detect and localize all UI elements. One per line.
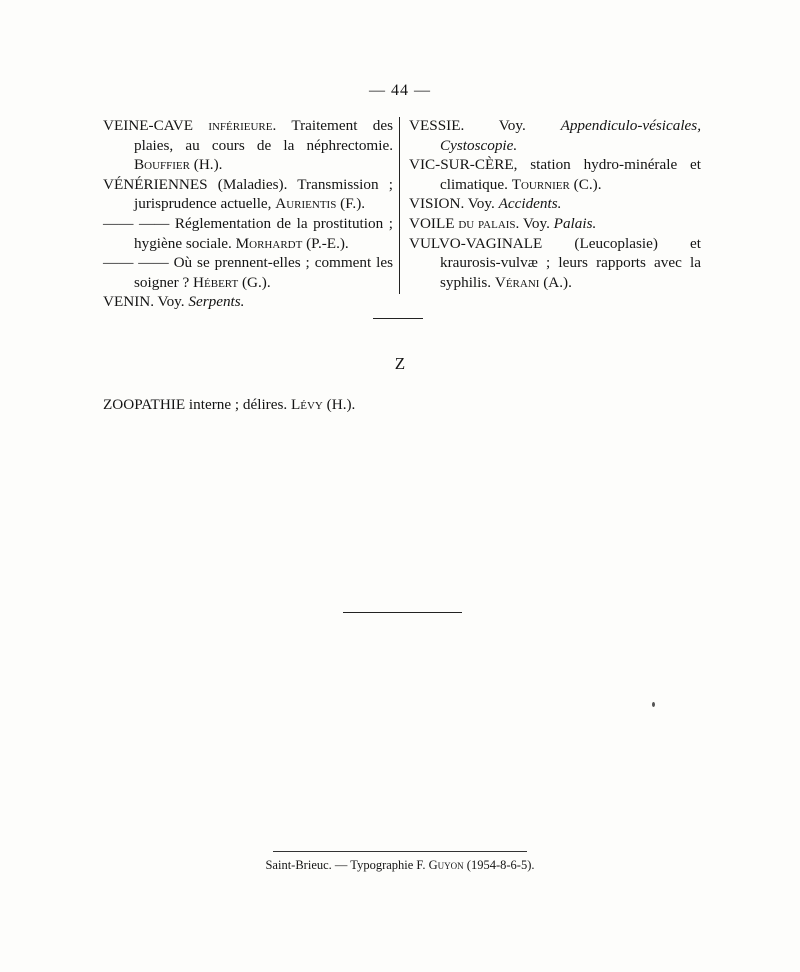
imprint-rule	[273, 851, 527, 852]
end-rule	[343, 612, 462, 613]
cross-reference: Accidents.	[498, 195, 562, 213]
section-separator-rule	[373, 318, 423, 319]
entry-text: VISION. Voy.	[409, 195, 499, 213]
cross-reference: Serpents.	[188, 293, 245, 311]
entry-text: VESSIE. Voy.	[409, 117, 561, 134]
index-column-right	[409, 116, 701, 292]
index-entry	[409, 194, 701, 214]
index-entry	[409, 116, 701, 155]
index-entry	[409, 155, 701, 194]
index-entry-zoopathie	[103, 396, 355, 414]
entry-text: (H.).	[189, 156, 223, 174]
page-number: — 44 —	[369, 82, 431, 99]
entry-text: VEINE-CAVE	[103, 117, 209, 134]
cross-reference: Palais.	[553, 214, 597, 232]
entry-text: VOILE	[409, 214, 459, 232]
author-name: Vérani	[494, 273, 540, 291]
author-name: Tournier	[511, 175, 570, 193]
index-entry	[103, 214, 393, 253]
index-entry	[103, 253, 393, 292]
entry-text: (F.).	[336, 195, 366, 213]
section-letter: Z	[394, 354, 406, 373]
author-name: inférieure	[208, 117, 273, 134]
index-entry	[409, 214, 701, 234]
index-entry	[103, 175, 393, 214]
entry-text: —— —— Où se prennent-elles ; comment les soigner ?	[103, 254, 393, 291]
index-entry	[103, 116, 393, 175]
author-name: Morhardt	[235, 234, 303, 252]
entry-text: ZOOPATHIE interne ; délires.	[103, 396, 291, 413]
entry-text: (G.).	[238, 273, 271, 291]
entry-text: VIC-SUR-CÈRE, station hydro-minérale et climatique.	[409, 156, 701, 193]
entry-text: VENIN. Voy.	[103, 293, 189, 311]
entry-text: (P.-E.).	[302, 234, 349, 252]
entry-text: VULVO-VAGINALE (Leucoplasie) et kraurosis-vulvæ ; leurs rapports avec la syphilis.	[409, 234, 701, 291]
entry-text: . Voy.	[515, 214, 554, 232]
entry-text: (H.).	[322, 396, 356, 413]
printer-imprint	[0, 858, 800, 873]
cross-reference: Appendiculo-vésicales, Cystoscopie.	[440, 117, 701, 154]
entry-text: (1954-8-6-5).	[463, 858, 535, 872]
column-divider	[399, 117, 400, 294]
index-entry	[409, 234, 701, 293]
author-name: Lévy	[290, 396, 323, 413]
author-name: Aurientis	[275, 195, 337, 213]
author-name: Hébert	[193, 273, 239, 291]
entry-text: —— —— Réglementation de la prostitution ; hygiène sociale.	[103, 214, 393, 252]
ink-speck	[652, 702, 655, 707]
author-name: Bouffier	[134, 156, 190, 174]
index-entry	[103, 292, 393, 312]
entry-text: Saint-Brieuc. — Typographie F.	[265, 858, 429, 872]
entry-text: (A.).	[539, 273, 572, 291]
entry-text: (C.).	[569, 175, 602, 193]
author-name: Guyon	[428, 858, 464, 872]
entry-text: VÉNÉRIENNES (Maladies). Transmission ; jurisprudence actuelle,	[103, 175, 393, 213]
entry-text: . Traitement des plaies, au cours de la néphrectomie.	[134, 117, 393, 154]
author-name: du palais	[458, 214, 516, 232]
index-column-left	[103, 116, 393, 312]
